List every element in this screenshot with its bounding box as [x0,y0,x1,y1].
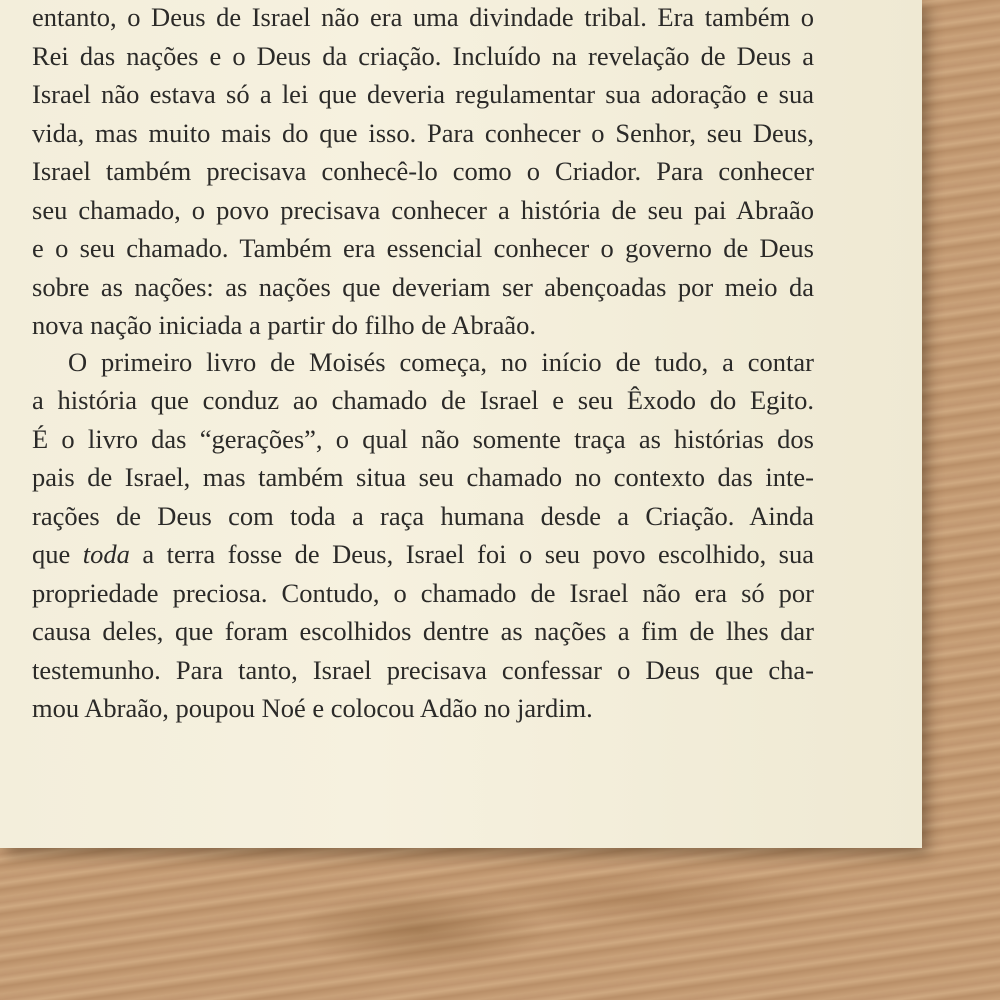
text-line: sobre as nações: as nações que deveriam ser abençoadas por meio da [32,271,814,302]
paragraph-2 [32,343,814,728]
page-text [32,0,814,728]
text-line: Israel também precisava conhecê-lo como o Criador. Para conhecer [32,156,814,186]
show-through-text [812,306,922,714]
text-line: O primeiro livro de Moisés começa, no início de tudo, a contar [68,346,814,377]
text-line-with-emphasis [32,535,814,574]
text-line: seu chamado, o povo precisava conhecer a história de seu pai Abraão [32,194,814,225]
text-line: mou Abraão, poupou Noé e colocou Adão no jardim. [32,693,593,723]
text-span: a terra fosse de Deus, Israel foi o seu povo escolhido, sua [129,539,815,569]
text-line: e o seu chamado. Também era essencial conhecer o governo de Deus [32,233,814,263]
text-line: nova nação iniciada a partir do filho de Abraão. [32,310,537,340]
text-line: Israel não estava só a lei que deveria regulamentar sua adoração e sua [32,79,814,109]
text-line: propriedade preciosa. Contudo, o chamado de Israel não era só por [32,577,814,608]
emphasized-word: toda [82,539,130,569]
text-span: que [32,539,83,569]
text-line: testemunho. Para tanto, Israel precisava confessar o Deus que cha- [32,654,814,685]
text-line: É o livro das “gerações”, o qual não somente traça as histórias dos [32,423,814,454]
text-line: a história que conduz ao chamado de Israel e seu Êxodo do Egito. [32,385,814,415]
text-line: Rei das nações e o Deus da criação. Incluído na revelação de Deus a [32,40,814,71]
text-line: pais de Israel, mas também situa seu chamado no contexto das inte- [32,462,814,492]
text-line: entanto, o Deus de Israel não era uma divindade tribal. Era também o [32,2,814,32]
text-line: causa deles, que foram escolhidos dentre as nações a fim de lhes dar [32,616,814,646]
text-line: vida, mas muito mais do que isso. Para conhecer o Senhor, seu Deus, [32,117,814,148]
text-line: rações de Deus com toda a raça humana desde a Criação. Ainda [32,500,814,531]
paragraph-1 [32,0,814,345]
